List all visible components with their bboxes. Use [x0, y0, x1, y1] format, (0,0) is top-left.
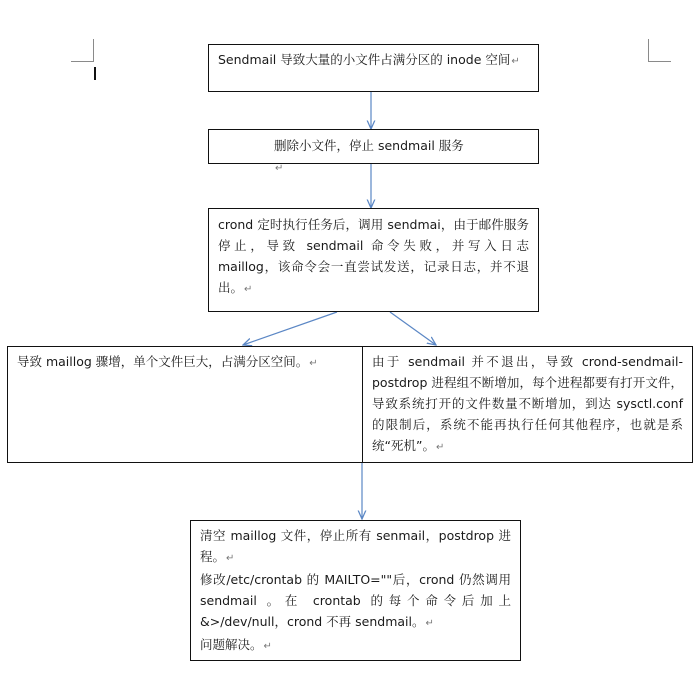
flow-box-resolution [190, 520, 521, 661]
arrow-b3-b4 [243, 312, 337, 345]
flow-box-delete-files-text: 删除小文件，停止 sendmail 服务 [274, 138, 464, 153]
paragraph-mark: ↵ [226, 553, 235, 564]
flow-box-crond-fail [208, 208, 539, 312]
paragraph-mark: ↵ [309, 358, 318, 369]
flow-box-process-explosion-text: 由于 sendmail 并不退出，导致 crond-sendmail-postdrop 进程组不断增加，每个进程都要有打开文件，导致系统打开的文件数量不断增加，到达 sysctl.conf 的限制后，系统不能再执行任何其他程序，也就是系统“死机”。 [372, 354, 683, 453]
flow-box-maillog-grows-text: 导致 maillog 骤增，单个文件巨大，占满分区空间。 [17, 354, 309, 369]
paragraph-mark: ↵ [425, 618, 434, 629]
flow-box-process-explosion [362, 346, 693, 463]
flow-box-inode-full [208, 44, 539, 92]
flow-box-delete-files [208, 129, 539, 174]
paragraph-mark: ↵ [244, 284, 253, 295]
resolution-step-1: 清空 maillog 文件，停止所有 senmail，postdrop 进程。↵ [200, 528, 511, 564]
paragraph-mark: ↵ [263, 641, 272, 652]
arrow-b3-b5 [390, 312, 436, 345]
paragraph-mark: ↵ [511, 56, 520, 67]
resolution-step-2: 修改/etc/crontab 的 MAILTO=""后，crond 仍然调用 sendmail 。在 crontab 的每个命令后加上 &>/dev/null，crond 不再 sendmail。↵ [200, 572, 511, 629]
flow-box-maillog-grows [7, 346, 363, 463]
flow-box-crond-fail-text: crond 定时执行任务后，调用 sendmai，由于邮件服务停止，导致 sendmail 命令失败，并写入日志 maillog，该命令会一直尝试发送，记录日志，并不退出。 [218, 217, 529, 295]
resolution-step-3: 问题解决。↵ [200, 637, 272, 652]
paragraph-mark: ↵ [275, 163, 284, 174]
paragraph-mark: ↵ [435, 442, 445, 453]
flow-box-inode-full-text: Sendmail 导致大量的小文件占满分区的 inode 空间 [218, 52, 511, 67]
